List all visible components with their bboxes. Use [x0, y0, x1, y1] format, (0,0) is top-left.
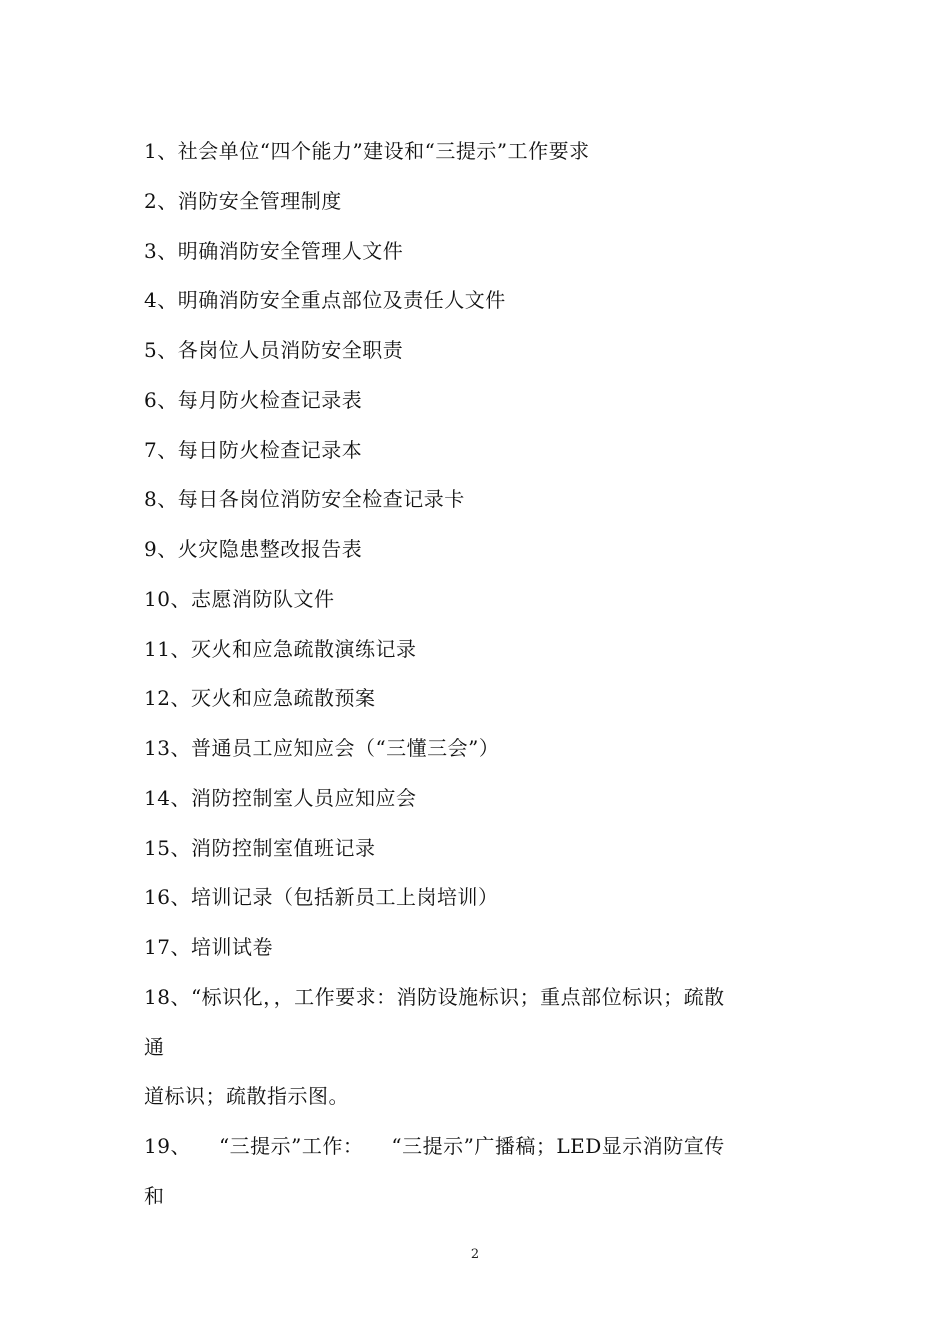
list-item: 8、每日各岗位消防安全检查记录卡 [144, 487, 465, 511]
item-text-part: “三提示”广播稿；LED显示消防宣传 [391, 1134, 725, 1158]
list-item: 15、消防控制室值班记录 [144, 836, 376, 860]
list-item-continuation: 道标识；疏散指示图。 [144, 1084, 349, 1108]
item-number: 19、 [144, 1134, 191, 1158]
list-item: 13、普通员工应知应会（“三懂三会”） [144, 736, 500, 760]
list-item: 7、每日防火检查记录本 [144, 438, 363, 462]
list-item-continuation: 和 [144, 1184, 165, 1208]
list-item: 12、灭火和应急疏散预案 [144, 686, 376, 710]
list-item-continuation: 通 [144, 1035, 165, 1059]
list-item: 2、消防安全管理制度 [144, 189, 342, 213]
item-text-part: “三提示”工作： [218, 1134, 364, 1158]
page-number: 2 [470, 1247, 480, 1262]
list-item: 10、志愿消防队文件 [144, 587, 335, 611]
list-item: 5、各岗位人员消防安全职责 [144, 338, 404, 362]
list-item [144, 1134, 725, 1158]
list-item: 9、火灾隐患整改报告表 [144, 537, 363, 561]
list-item: 17、培训试卷 [144, 935, 273, 959]
list-item: 3、明确消防安全管理人文件 [144, 239, 404, 263]
list-item: 1、社会单位“四个能力”建设和“三提示”工作要求 [144, 139, 590, 163]
list-item: 14、消防控制室人员应知应会 [144, 786, 417, 810]
list-item: 11、灭火和应急疏散演练记录 [144, 637, 417, 661]
list-item: 18、“标识化，，工作要求：消防设施标识；重点部位标识；疏散 [144, 985, 725, 1009]
list-item: 6、每月防火检查记录表 [144, 388, 363, 412]
list-item: 4、明确消防安全重点部位及责任人文件 [144, 288, 506, 312]
list-item: 16、培训记录（包括新员工上岗培训） [144, 885, 499, 909]
